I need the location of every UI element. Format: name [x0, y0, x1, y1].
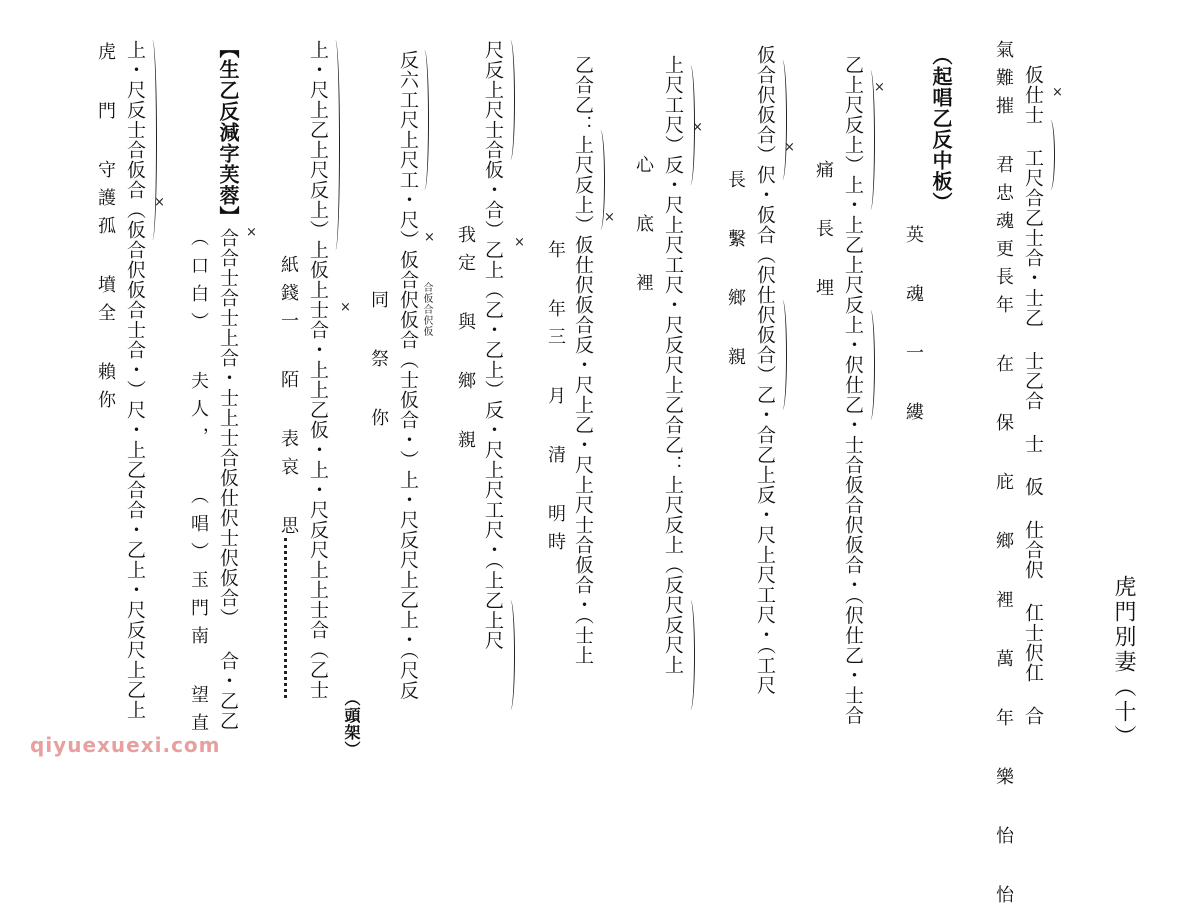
notation-column-6: 尺反上尺士合仮・合）乙上（乙・乙上）反・尺上尺工尺・（上乙上尺 [482, 40, 504, 651]
notation-column-8: 上・尺上乙上尺反上）上仮上士合・上上乙仮・上・尺反尺上上士合（乙士 [307, 40, 329, 700]
cross-mark: × [604, 210, 615, 225]
cross-mark: × [874, 80, 885, 95]
notation-column-9: 合合士合士上合・士上士合仮仕伬士伬仮合） 合・乙乙 [217, 228, 239, 731]
lyric-column-6: 年 年三 月 清 明時 [545, 240, 566, 560]
slur-arc [778, 60, 787, 180]
cross-mark: × [424, 230, 435, 245]
cross-mark: × [692, 120, 703, 135]
notation-column-7: 反六工尺上尺工・尺）仮合伬仮合（士仮合・）上・尺反尺上乙上・（尺反 [397, 50, 419, 701]
watermark: qiyuexuexi.com [30, 733, 221, 757]
notation-column-10: 上・尺反士合仮合（仮合伬仮合士合・）尺・上乙合合・乙上・尺反尺上乙上 [124, 40, 146, 720]
lyric-column-10: （口白） 夫人， （唱）玉門南 望直 [188, 228, 209, 741]
lyric-column-8: 同 祭 你 [368, 290, 389, 436]
section-heading-jianzi: 【生乙反減字芙蓉】 [216, 38, 240, 227]
cross-mark: × [784, 140, 795, 155]
lyric-column-1: 氣難摧 君忠魂更長年 在 保 庇 鄉 裡 萬 年 樂 怡 怡 [993, 40, 1014, 913]
slur-arc [1046, 120, 1055, 190]
slur-arc [148, 40, 157, 240]
notation-column-3: 仮合伬仮合）伬・仮合（伬仕伬仮合）乙・合乙上反・尺上尺工尺・（工尺 [754, 45, 776, 696]
slur-arc [506, 40, 515, 160]
cross-mark: × [1052, 85, 1063, 100]
lyric-column-2: 英 魂 一 縷 [903, 225, 924, 430]
tou-jia-note: （頭架） [342, 690, 361, 758]
slur-arc [866, 310, 875, 420]
lyric-column-5: 心 底 裡 [633, 155, 654, 301]
small-inline-note: 合仮合伬仮 [421, 282, 432, 337]
notation-column-1: 仮仕士 工尺合乙士合・士乙 士乙合 士 仮 仕合伬 仜士伬仜 合 [1022, 65, 1044, 726]
dotted-line [272, 538, 287, 698]
notation-column-2: 乙上尺反上）上・上乙上尺反上・伬仕乙・士合仮合伬仮合・（伬仕乙・士合 [842, 55, 864, 726]
slur-arc [686, 600, 695, 710]
notation-column-5: 乙合乙：上尺反上）仮仕伬仮合反・尺上乙・尺上尺士合仮合・（士上 [572, 55, 594, 666]
cross-mark: × [246, 225, 257, 240]
lyric-column-7: 我定 與 鄉 親 [455, 225, 476, 458]
page-title: 虎門別妻（十） [1111, 575, 1136, 750]
slur-arc [506, 600, 515, 710]
lyric-column-3: 痛 長 埋 [813, 160, 834, 306]
slur-arc [331, 40, 340, 250]
slur-arc [778, 300, 787, 410]
lyric-column-9: 紙錢一 陌 表哀 思 [278, 255, 299, 544]
slur-arc [420, 50, 429, 190]
cross-mark: × [514, 235, 525, 250]
notation-column-4: 上尺工尺）反・尺上尺工尺・尺反尺上乙合乙：上尺反上（反尺反尺上 [662, 55, 684, 675]
cross-mark: × [340, 300, 351, 315]
section-heading-qichang: （起唱乙反中板） [929, 45, 953, 213]
lyric-column-4: 長 繫 鄉 親 [725, 170, 746, 375]
lyric-column-11: 虎 門 守護孤 墳全 賴你 [95, 42, 116, 418]
cross-mark: × [154, 195, 165, 210]
